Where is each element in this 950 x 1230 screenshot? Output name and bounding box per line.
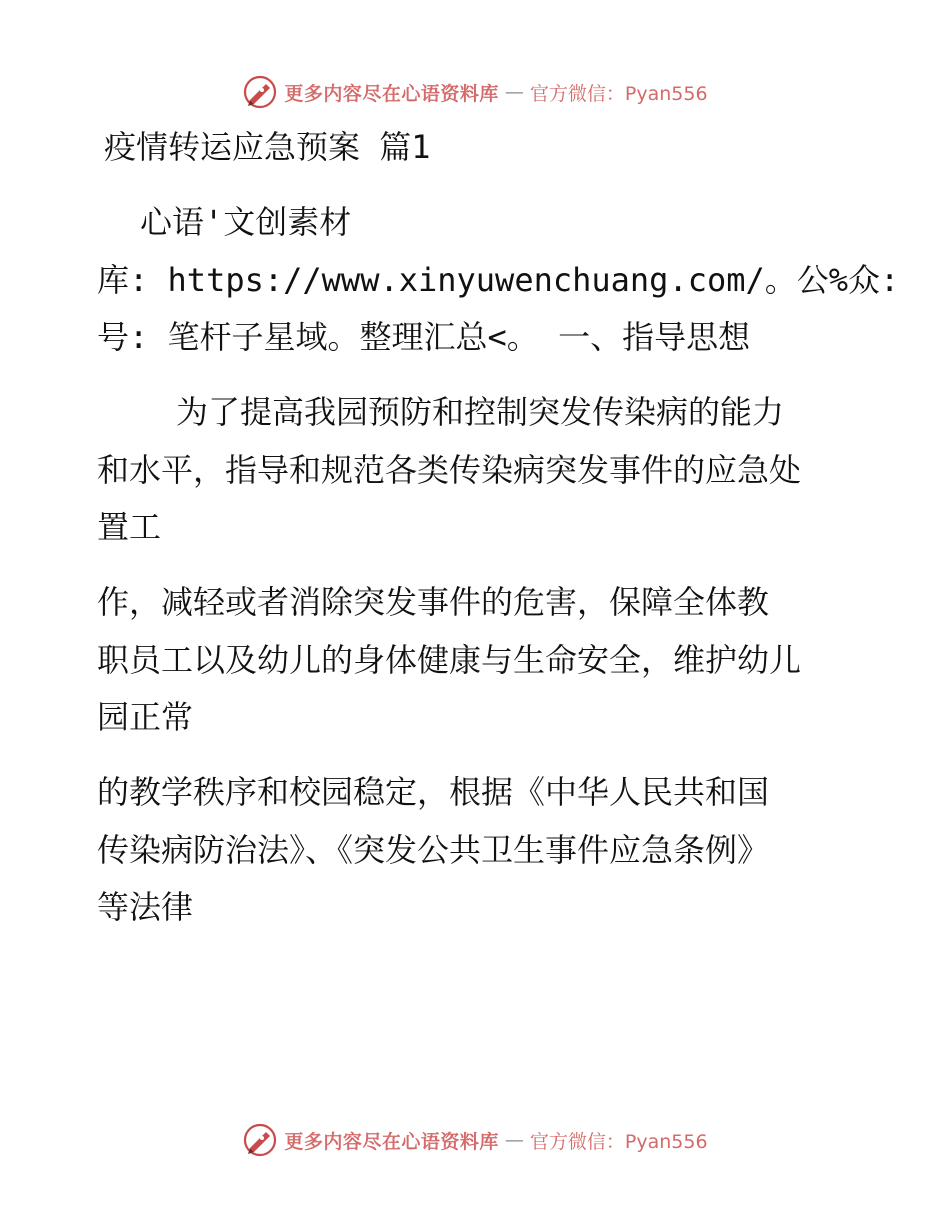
text-line: 为了提高我园预防和控制突发传染病的能力 [176,393,785,431]
pen-logo-icon [242,74,278,110]
text-line: 传染病防治法》、《突发公共卫生事件应急条例》 [97,831,770,869]
watermark-dash: — [504,1129,524,1151]
watermark-banner-top [0,72,950,112]
text-line: 园正常 [97,698,194,736]
watermark-banner-bottom [0,1120,950,1160]
text-line: 和水平，指导和规范各类传染病突发事件的应急处 [97,451,802,489]
watermark-wechat-text: 官方微信：Pyan556 [529,82,708,105]
text-line: 库: https://www.xinyuwenchuang.com/。公%众: [97,261,900,299]
text-line: 置工 [97,508,162,546]
watermark-main-text: 更多内容尽在心语资料库 [284,1130,499,1153]
text-line: 的教学秩序和校园稳定，根据《中华人民共和国 [97,773,770,811]
document-title: 疫情转运应急预案 篇1 [104,128,431,166]
text-line: 心语'文创素材 [140,203,352,241]
text-line: 作，减轻或者消除突发事件的危害，保障全体教 [97,583,770,621]
text-line: 号: 笔杆子星域。整理汇总<。 一、指导思想 [97,318,751,356]
pen-logo-icon [242,1122,278,1158]
text-line: 职员工以及幼儿的身体健康与生命安全，维护幼儿 [97,641,802,679]
watermark-dash: — [504,81,524,103]
watermark-main-text: 更多内容尽在心语资料库 [284,82,499,105]
watermark-wechat-text: 官方微信：Pyan556 [529,1130,708,1153]
text-line: 等法律 [97,888,194,926]
